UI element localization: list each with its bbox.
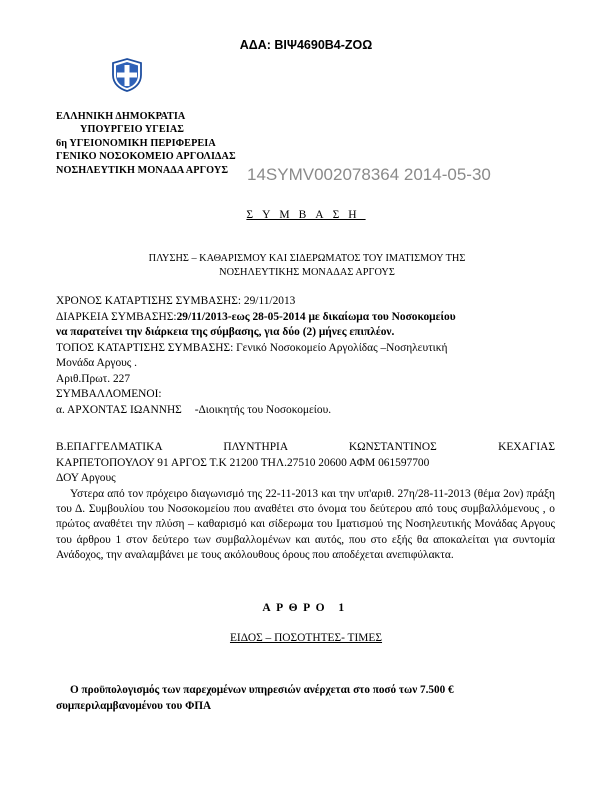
contract-date: ΧΡΟΝΟΣ ΚΑΤΑΡΤΙΣΗΣ ΣΥΜΒΑΣΗΣ: 29/11/2013 xyxy=(56,295,296,307)
section-heading: ΕΙΔΟΣ – ΠΟΣΟΤΗΤΕΣ- ΤΙΜΕΣ xyxy=(229,632,383,644)
budget-paragraph: Ο προϋπολογισμός των παρεχομένων υπηρεσιών ανέρχεται στο ποσό των 7.500 € συμπεριλαμβανομένου του ΦΠΑ xyxy=(56,684,454,712)
contract-place-cont: Μονάδα Αργους . xyxy=(56,357,137,369)
contract-details xyxy=(56,294,555,418)
protocol-number: Αριθ.Πρωτ. 227 xyxy=(56,372,131,385)
ada-code: ΑΔΑ: ΒΙΨ4690Β4-ΖΟΩ xyxy=(239,38,373,52)
parties-label: ΣΥΜΒΑΛΛΟΜΕΝΟΙ: xyxy=(56,388,162,400)
duration-label: ΔΙΑΡΚΕΙΑ ΣΥΜΒΑΣΗΣ: xyxy=(56,310,177,323)
party-a-role: -Διοικητής του Νοσοκομείου. xyxy=(194,403,332,416)
document-subtitle xyxy=(60,252,554,279)
greek-emblem-icon xyxy=(110,58,144,92)
party-b-line: Β.ΕΠΑΓΓΕΛΜΑΤΙΚΑ ΠΛΥΝΤΗΡΙΑ ΚΩΝΣΤΑΝΤΙΝΟΣ ΚΕΧΑΓΙΑΣ xyxy=(56,441,555,453)
contract-place: ΤΟΠΟΣ ΚΑΤΑΡΤΙΣΗΣ ΣΥΜΒΑΣΗΣ: Γενικό Νοσοκομείο Αργολίδας –Νοσηλευτική xyxy=(56,341,448,354)
contract-duration xyxy=(56,310,555,326)
party-b-line: ΔΟΥ Αργους xyxy=(56,472,116,484)
org-line: ΓΕΝΙΚΟ ΝΟΣΟΚΟΜΕΙΟ ΑΡΓΟΛΙΔΑΣ xyxy=(56,151,236,163)
org-line: ΥΠΟΥΡΓΕΙΟ ΥΓΕΙΑΣ xyxy=(80,124,185,136)
org-line: ΕΛΛΗΝΙΚΗ ΔΗΜΟΚΡΑΤΙΑ xyxy=(56,111,186,122)
party-a xyxy=(56,403,555,419)
subtitle-line: ΠΛΥΣΗΣ – ΚΑΘΑΡΙΣΜΟΥ ΚΑΙ ΣΙΔΕΡΩΜΑΤΟΣ ΤΟΥ ΙΜΑΤΙΣΜΟΥ ΤΗΣ xyxy=(148,253,466,264)
party-b xyxy=(56,440,555,487)
duration-extension: να παρατείνει την διάρκεια της σύμβασης, για δύο (2) μήνες επιπλέον. xyxy=(56,326,395,338)
duration-value: 29/11/2013-εως 28-05-2014 με δικαίωμα του Νοσοκομείου xyxy=(176,310,456,323)
party-b-line: ΚΑΡΠΕΤΟΠΟΥΛΟΥ 91 ΑΡΓΟΣ Τ.Κ 21200 ΤΗΛ.27510 20600 ΑΦΜ 061597700 xyxy=(56,456,430,469)
subtitle-line: ΝΟΣΗΛΕΥΤΙΚΗΣ ΜΟΝΑΔΑΣ ΑΡΓΟΥΣ xyxy=(219,266,395,278)
article-heading: ΑΡΘΡΟ 1 xyxy=(262,602,350,614)
diavgeia-watermark: 14SYMV002078364 2014-05-30 xyxy=(247,165,491,184)
contract-narrative: Υστερα από τον πρόχειρο διαγωνισμό της 22-11-2013 και την υπ'αριθ. 27η/28-11-2013 (θέμα 2ον) πράξη του Δ. Συμβουλίου του Νοσοκομείου που αναθέτει στο όνομα του δεύτερου από τους συμβαλλόμενους , ο πρώτος αναθέτει την πλύση – καθαρισμό και σίδερωμα του Ιματισμού της Νοσηλευτικής Μονάδας Αργους του άρθρου 1 στον δεύτερο των συμβαλλομένων και αυτός, που στο εξής θα αποκαλείται για συντομία Ανάδοχος, την αναλαμβάνει με τους ακόλουθους όρους που αποδέχεται ανεπιφύλακτα. xyxy=(56,488,555,561)
document-title: ΣΥΜΒΑΣΗ xyxy=(246,209,366,221)
org-line: ΝΟΣΗΛΕΥΤΙΚΗ ΜΟΝΑΔΑ ΑΡΓΟΥΣ xyxy=(56,164,229,176)
org-line: 6η ΥΓΕΙΟΝΟΜΙΚΗ ΠΕΡΙΦΕΡΕΙΑ xyxy=(56,137,216,149)
party-a-name: α. ΑΡΧΟΝΤΑΣ ΙΩΑΝΝΗΣ xyxy=(56,403,182,416)
issuing-authority xyxy=(56,110,236,177)
